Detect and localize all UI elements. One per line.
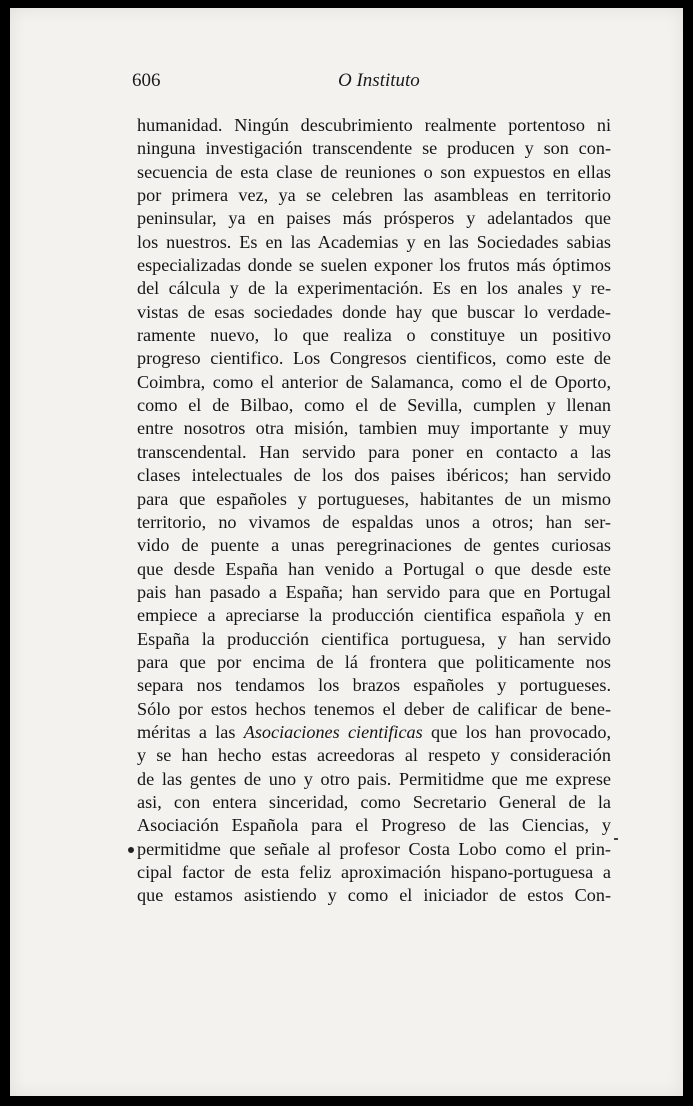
text-line: Asociación Española para el Progreso de las Ciencias, y xyxy=(137,815,611,836)
body-text xyxy=(137,114,611,908)
text-line: de las gentes de uno y otro pais. Permitidme que me exprese xyxy=(137,768,611,789)
text-line: asi, con entera sinceridad, como Secretario General de la xyxy=(137,791,611,812)
text-line: secuencia de esta clase de reuniones o son expuestos en ellas xyxy=(137,161,611,182)
text-line: progreso cientifico. Los Congresos cientificos, como este de xyxy=(137,348,611,369)
text-line: para que por encima de lá frontera que politicamente nos xyxy=(137,651,611,672)
page-number: 606 xyxy=(132,70,161,91)
text-line: Sólo por estos hechos tenemos el deber de calificar de bene- xyxy=(137,698,611,719)
text-line: especializadas donde se suelen exponer los frutos más óptimos xyxy=(137,255,611,276)
text-segment: méritas a las xyxy=(137,721,244,742)
text-line: los nuestros. Es en las Academias y en las Sociedades sabias xyxy=(137,231,611,252)
text-line: empiece a apreciarse la producción cientifica española y en xyxy=(137,605,611,626)
text-line: por primera vez, ya se celebren las asambleas en territorio xyxy=(137,185,611,206)
text-line: que estamos asistiendo y como el iniciador de estos Con- xyxy=(137,885,611,906)
text-line: vistas de esas sociedades donde hay que buscar lo verdade- xyxy=(137,301,611,322)
text-line: permitidme que señale al profesor Costa Lobo como el prin- xyxy=(137,838,611,859)
text-line: cipal factor de esta feliz aproximación hispano-portuguesa a xyxy=(137,862,611,882)
text-segment: que los han provocado, xyxy=(422,721,611,742)
text-line: que desde España han venido a Portugal o que desde este xyxy=(137,558,611,579)
italic-phrase: Asociaciones cientificas xyxy=(243,721,423,742)
ink-mark xyxy=(614,838,618,840)
text-line: pais han pasado a España; han servido para que en Portugal xyxy=(137,581,611,602)
text-line: como el de Bilbao, como el de Sevilla, cumplen y llenan xyxy=(137,395,611,416)
text-line: ramente nuevo, lo que realiza o constituye un positivo xyxy=(137,325,611,346)
text-line: ninguna investigación transcendente se producen y son con- xyxy=(137,138,611,159)
text-line: Coimbra, como el anterior de Salamanca, como el de Oporto, xyxy=(137,371,611,392)
text-line: territorio, no vivamos de espaldas unos a otros; han ser- xyxy=(137,511,611,532)
text-line: y se han hecho estas acreedoras al respeto y consideración xyxy=(137,745,611,766)
text-line: humanidad. Ningún descubrimiento realmente portentoso ni xyxy=(137,115,611,135)
page-header xyxy=(132,70,612,100)
text-line-with-italic xyxy=(137,721,611,744)
ink-spot xyxy=(128,847,134,853)
text-line: España la producción cientifica portuguesa, y han servido xyxy=(137,628,611,649)
text-line: transcendental. Han servido para poner en contacto a las xyxy=(137,441,611,462)
text-line: del cálcula y de la experimentación. Es en los anales y re- xyxy=(137,278,611,299)
text-line: vido de puente a unas peregrinaciones de gentes curiosas xyxy=(137,535,611,556)
text-line: clases intelectuales de los dos paises ibéricos; han servido xyxy=(137,465,611,486)
text-line: separa nos tendamos los brazos españoles y portugueses. xyxy=(137,675,611,696)
text-line: para que españoles y portugueses, habitantes de un mismo xyxy=(137,488,611,509)
running-title: O Instituto xyxy=(338,70,420,91)
text-line: entre nosotros otra misión, tambien muy importante y muy xyxy=(137,418,611,439)
text-line: peninsular, ya en paises más prósperos y adelantados que xyxy=(137,208,611,229)
